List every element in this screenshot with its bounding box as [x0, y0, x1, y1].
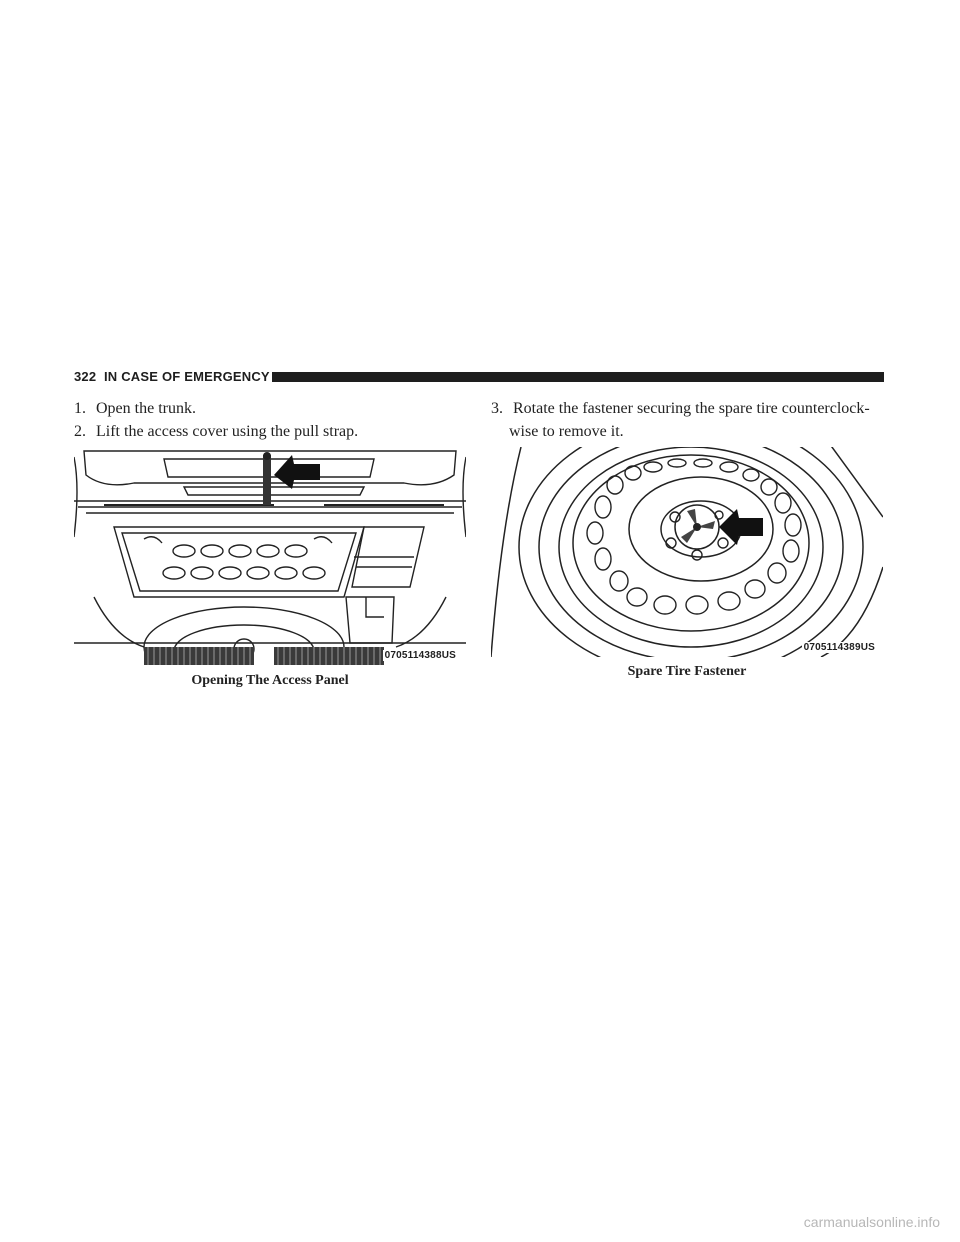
step-2-number: 2. [74, 423, 86, 440]
figure-caption-1: Opening The Access Panel [191, 673, 349, 688]
header-rule [272, 372, 884, 382]
figure-code-2: 0705114389US [803, 642, 875, 653]
step-3-text-line2: wise to remove it. [509, 423, 624, 440]
figure-access-panel [74, 447, 466, 665]
figure-caption-2: Spare Tire Fastener [627, 664, 747, 679]
figure-code-1: 0705114388US [384, 650, 456, 661]
watermark: carmanualsonline.info [803, 1214, 940, 1230]
spare-tire-illustration [491, 447, 883, 657]
step-1 [74, 399, 196, 419]
page-header [74, 368, 884, 388]
page-number: 322 [74, 369, 97, 384]
figure-spare-tire [491, 447, 883, 657]
section-title: IN CASE OF EMERGENCY [104, 369, 270, 384]
step-2-text: Lift the access cover using the pull strap. [96, 423, 359, 440]
step-3 [491, 399, 870, 419]
step-3-number: 3. [491, 400, 503, 417]
step-1-text: Open the trunk. [96, 400, 196, 417]
step-1-number: 1. [74, 400, 86, 417]
step-3-text-line1: Rotate the fastener securing the spare tire counterclock- [513, 400, 870, 417]
trunk-illustration [74, 447, 466, 665]
step-3-continued [509, 422, 624, 442]
step-2 [74, 422, 358, 442]
